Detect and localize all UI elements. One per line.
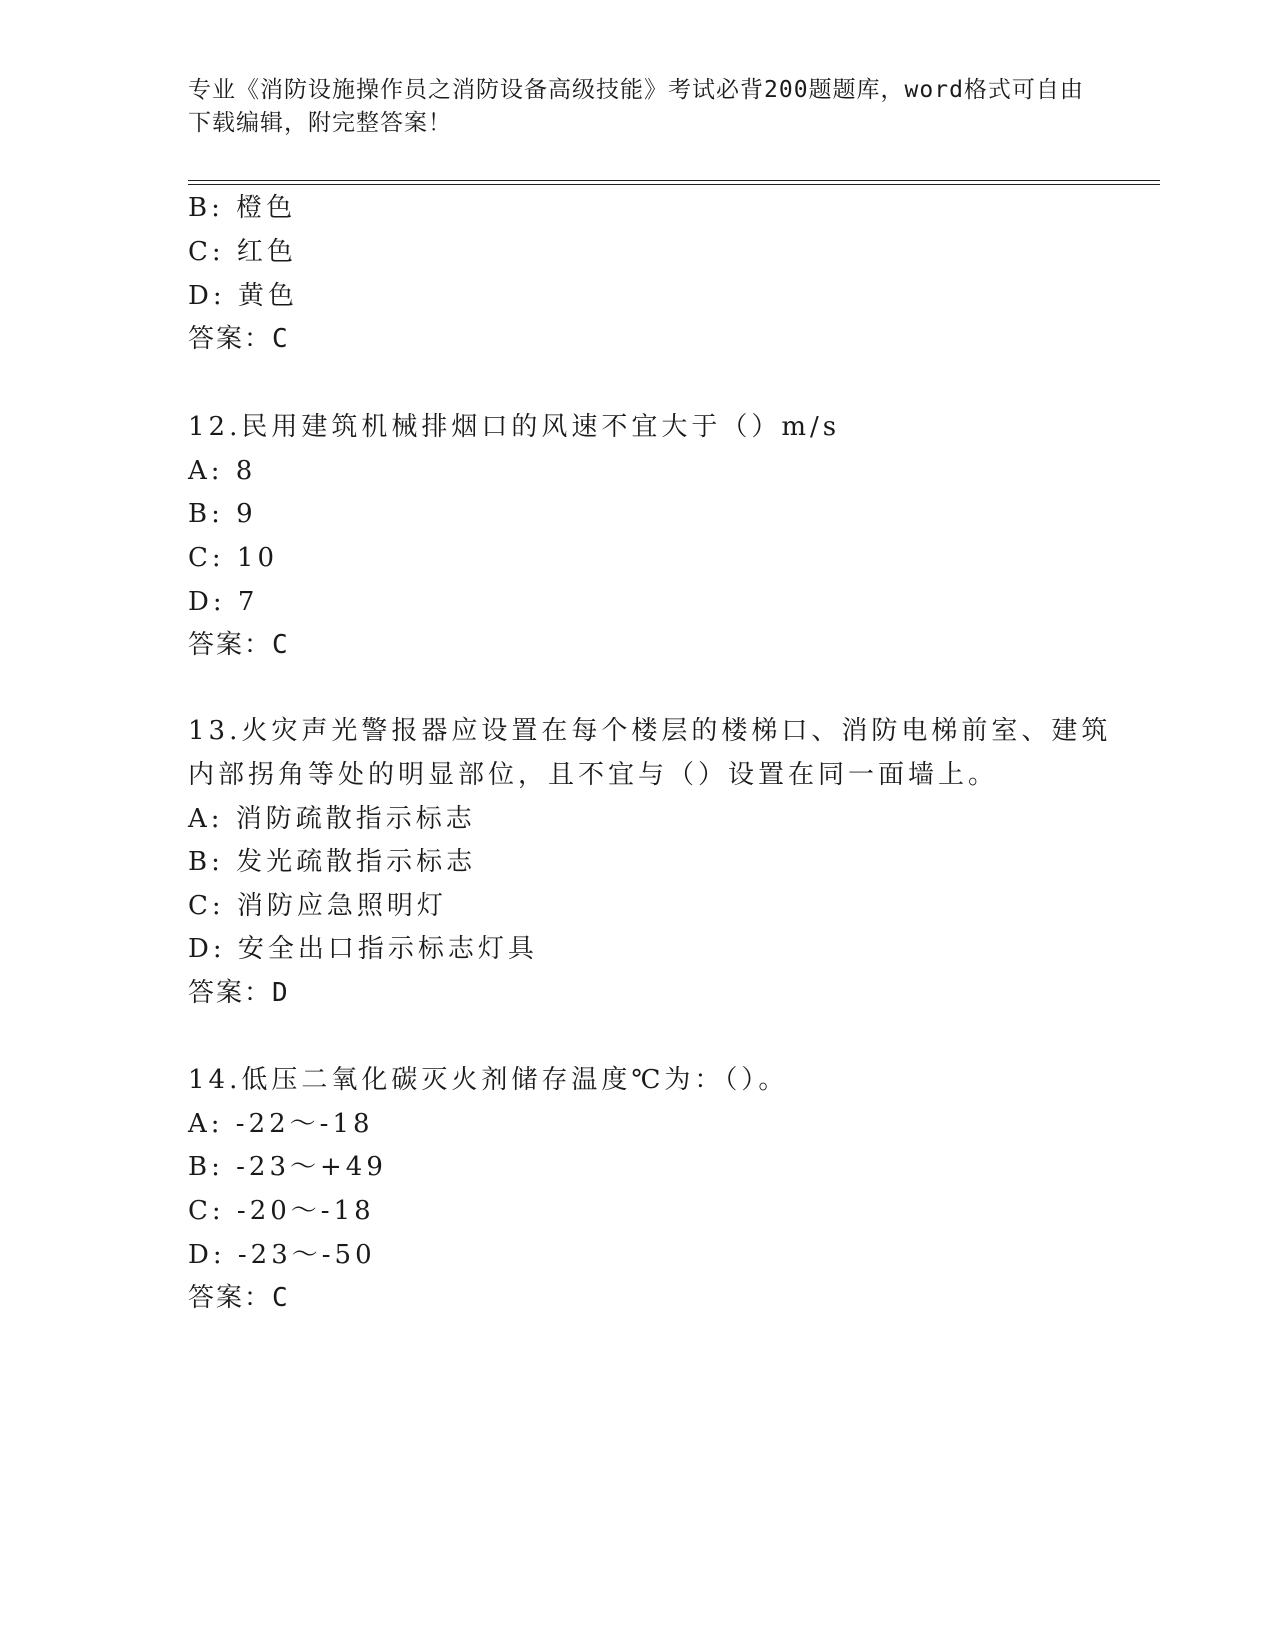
q12-option-a: A: 8 [188,456,257,486]
q13-option-a: A: 消防疏散指示标志 [188,804,476,834]
q12-option-d: D: 7 [188,587,259,617]
q11-option-b: B: 橙色 [188,193,297,223]
q13-answer: 答案：D [188,978,290,1008]
header-rule-bottom [188,184,1160,185]
q11-option-c: C: 红色 [188,237,297,267]
q12-option-b: B: 9 [188,499,257,529]
q12-option-c: C: 10 [188,543,279,573]
q11-answer: 答案：C [188,324,290,354]
header-rule-top [188,180,1160,181]
q13-option-d: D: 安全出口指示标志灯具 [188,934,538,964]
document-header: 专业《消防设施操作员之消防设备高级技能》考试必背200题题库，word格式可自由下载编辑，附完整答案！ [188,77,1084,136]
q12-question: 12.民用建筑机械排烟口的风速不宜大于（）m/s [188,412,841,442]
q14-answer: 答案：C [188,1283,290,1313]
q14-option-b: B: -23～+49 [188,1152,387,1182]
q12-answer: 答案：C [188,630,290,660]
q13-question-line1: 13.火灾声光警报器应设置在每个楼层的楼梯口、消防电梯前室、建筑 [188,716,1112,746]
q14-option-a: A: -22～-18 [188,1109,374,1139]
q14-question: 14.低压二氧化碳灭火剂储存温度℃为：（）。 [188,1065,789,1095]
q13-option-c: C: 消防应急照明灯 [188,891,447,921]
q11-option-d: D: 黄色 [188,281,298,311]
q14-option-c: C: -20～-18 [188,1196,375,1226]
q13-option-b: B: 发光疏散指示标志 [188,847,477,877]
q14-option-d: D: -23～-50 [188,1240,376,1270]
q13-question-line2: 内部拐角等处的明显部位，且不宜与（）设置在同一面墙上。 [188,760,999,790]
